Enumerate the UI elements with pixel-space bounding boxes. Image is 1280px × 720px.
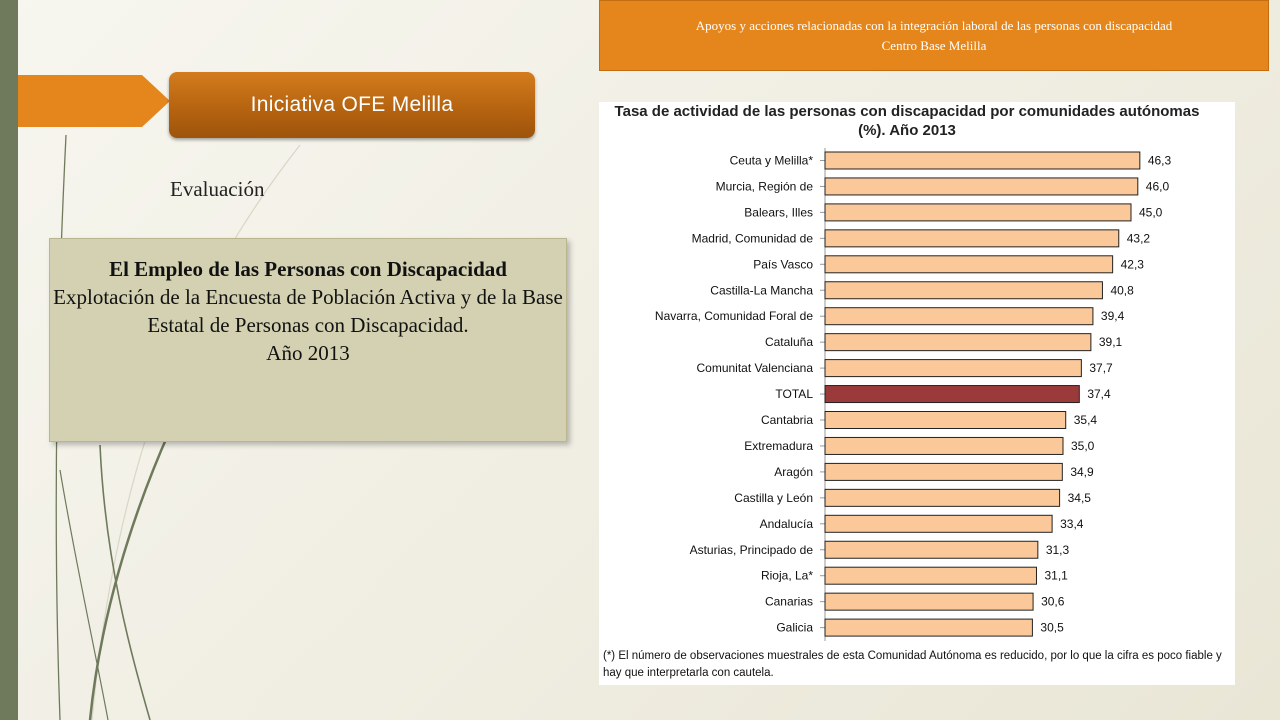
bar [825, 489, 1060, 506]
category-label: País Vasco [753, 257, 813, 272]
initiative-button[interactable] [169, 72, 535, 138]
info-description: Explotación de la Encuesta de Población Activa y de la Base Estatal de Personas con Discapacidad. [53, 285, 563, 337]
category-label: Ceuta y Melilla* [729, 153, 813, 168]
category-label: Cataluña [764, 335, 813, 350]
value-label: 34,5 [1067, 490, 1091, 505]
value-label: 35,4 [1073, 413, 1098, 427]
bar [825, 152, 1140, 169]
bar [825, 282, 1102, 299]
info-title: El Empleo de las Personas con Discapacidad [109, 257, 507, 281]
category-label: Castilla y León [734, 490, 813, 505]
arrow-chevron-shape [18, 75, 170, 127]
value-label: 31,1 [1044, 568, 1068, 583]
category-label: Balears, Illes [744, 205, 813, 220]
value-label: 33,4 [1060, 516, 1084, 531]
bar-total [825, 386, 1079, 403]
bar [825, 412, 1066, 429]
info-year: Año 2013 [266, 341, 350, 365]
category-label: Castilla-La Mancha [710, 283, 813, 298]
category-label: Extremadura [744, 438, 813, 453]
category-label: Cantabria [760, 413, 813, 427]
bar [825, 334, 1091, 351]
category-label: TOTAL [775, 387, 813, 402]
category-label: Comunitat Valenciana [696, 361, 813, 376]
value-label: 30,5 [1040, 620, 1064, 635]
bar [825, 204, 1131, 221]
value-label: 35,0 [1071, 438, 1095, 453]
chart-footnote: (*) El número de observaciones muestrales de esta Comunidad Autónoma es reducido, por lo que la cifra es poco fiable y hay que interpretarla con cautela. [603, 650, 1222, 679]
bar [825, 256, 1113, 273]
header-title: Apoyos y acciones relacionadas con la integración laboral de las personas con discapacidad [695, 17, 1173, 33]
bar [825, 308, 1093, 325]
category-label: Galicia [776, 620, 813, 635]
value-label: 40,8 [1110, 283, 1134, 298]
bar [825, 437, 1063, 454]
value-label: 34,9 [1070, 464, 1094, 479]
bar [825, 593, 1033, 610]
initiative-label: Iniciativa OFE Melilla [250, 93, 454, 116]
category-label: Andalucía [759, 516, 813, 531]
bar [825, 567, 1036, 584]
category-label: Canarias [764, 594, 813, 609]
bar [825, 515, 1052, 532]
bar [825, 541, 1038, 558]
value-label: 39,1 [1098, 335, 1123, 350]
header-subtitle: Centro Base Melilla [881, 37, 987, 53]
value-label: 45,0 [1139, 205, 1163, 220]
value-label: 42,3 [1120, 257, 1144, 272]
value-label: 46,3 [1147, 153, 1172, 168]
category-label: Madrid, Comunidad de [691, 231, 813, 246]
info-box [49, 238, 567, 442]
value-label: 31,3 [1045, 542, 1070, 557]
section-label: Evaluación [170, 177, 265, 201]
bar [825, 360, 1081, 377]
category-label: Navarra, Comunidad Foral de [654, 309, 813, 324]
bar [825, 463, 1062, 480]
value-label: 30,6 [1041, 594, 1065, 609]
category-label: Rioja, La* [760, 568, 813, 583]
bar [825, 178, 1138, 195]
value-label: 46,0 [1145, 179, 1170, 194]
value-label: 37,7 [1089, 361, 1113, 376]
value-label: 43,2 [1126, 231, 1151, 246]
value-label: 37,4 [1087, 387, 1111, 402]
category-label: Murcia, Región de [715, 179, 813, 194]
value-label: 39,4 [1100, 309, 1125, 324]
chart-title: Tasa de actividad de las personas con discapacidad por comunidades autónomas (%). Año 2013 [614, 103, 1200, 139]
chart-panel [599, 102, 1235, 685]
category-label: Aragón [774, 464, 813, 479]
bar-chart [599, 102, 1235, 685]
bar [825, 230, 1119, 247]
category-label: Asturias, Principado de [689, 542, 813, 557]
bar [825, 619, 1032, 636]
header-banner [599, 0, 1269, 71]
